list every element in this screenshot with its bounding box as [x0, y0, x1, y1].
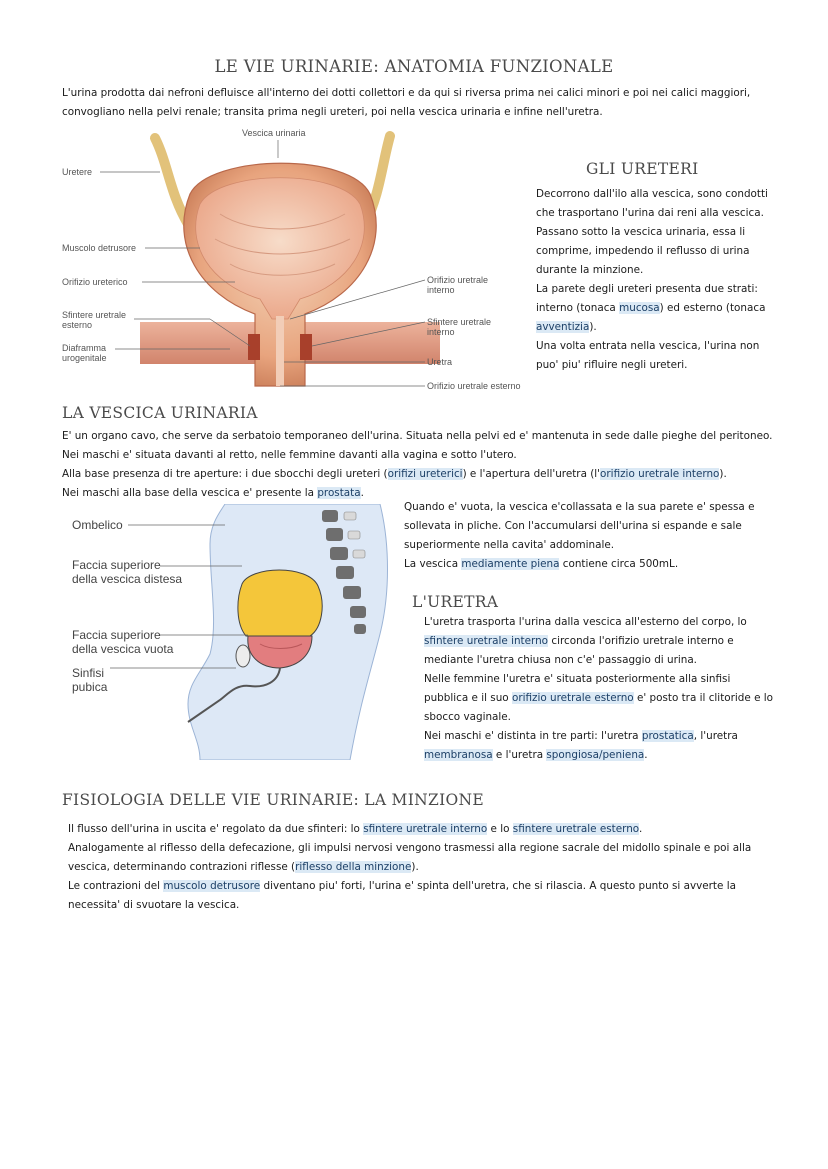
ureteri-p1: Decorrono dall'ilo alla vescica, sono condotti che trasportano l'urina dai reni alla vescica. Passano sotto la vescica urinaria, essa li comprime, impedendo il reflusso di urina durante la minzione. — [536, 188, 768, 276]
page-title: LE VIE URINARIE: ANATOMIA FUNZIONALE — [214, 57, 614, 76]
external-sphincter-left — [248, 334, 260, 360]
pubic-symphysis — [236, 645, 250, 667]
label-faccia-vuota: Faccia superiore della vescica vuota — [72, 628, 174, 656]
uretra-p1: L'uretra trasporta l'urina dalla vescica all'esterno del corpo, lo sfintere uretrale interno circonda l'orifizio uretrale interno e mediante l'uretra chiusa non c'e' passaggio di urina. — [424, 616, 747, 666]
uretra-p2: Nelle femmine l'uretra e' situata posteriormente alla sinfisi pubblica e il suo orifizio uretrale esterno e' posto tra il clitoride e lo sbocco vaginale. — [424, 673, 774, 723]
vescica-text — [62, 427, 774, 503]
fisiologia-p3: Le contrazioni del muscolo detrusore diventano piu' forti, l'urina e' spinta dell'uretra, che si rilascia. A questo punto si avverte la necessita' di svuotare la vescica. — [68, 880, 736, 911]
label-uretere: Uretere — [62, 167, 93, 177]
label-faccia-distesa: Faccia superiore della vescica distesa — [72, 558, 183, 586]
ureteri-heading: GLI URETERI — [586, 160, 699, 178]
uretra-text — [424, 613, 774, 765]
label-orifizio-uretrale-esterno: Orifizio uretrale esterno — [427, 381, 521, 391]
ureteri-p3: Una volta entrata nella vescica, l'urina non puo' piu' rifluire negli ureteri. — [536, 340, 760, 371]
intro-paragraph: L'urina prodotta dai nefroni defluisce all'interno dei dotti collettori e da qui si riversa prima nei calici minori e poi nei calici maggiori, convogliano nella pelvi renale; transita prima negli ureteri, poi nella vescica urinaria e infine nell'uretra. — [62, 87, 751, 118]
fisiologia-heading: FISIOLOGIA DELLE VIE URINARIE: LA MINZIONE — [62, 791, 484, 809]
bladder-section-figure — [60, 124, 530, 394]
left-ureter — [155, 138, 188, 224]
vescica-p4: Quando e' vuota, la vescica e'collassata e la sua parete e' spessa e sollevata in pliche. Con l'accumularsi dell'urina si espande e sale superiormente nella cavita' addominale. — [404, 501, 755, 551]
vescica-heading: LA VESCICA URINARIA — [62, 404, 258, 422]
vescica-p2: Alla base presenza di tre aperture: i due sbocchi degli ureteri (orifizi ureterici) e l'apertura dell'uretra (l'orifizio uretrale interno). — [62, 468, 727, 480]
ureteri-p2: La parete degli ureteri presenta due strati: interno (tonaca mucosa) ed esterno (tonaca avventizia). — [536, 283, 766, 333]
label-orifizio-uretrale-interno: Orifizio uretrale interno — [427, 275, 489, 295]
label-uretra: Uretra — [427, 357, 453, 367]
vescica-p5: La vescica mediamente piena contiene circa 500mL. — [404, 558, 679, 570]
vescica-p1: E' un organo cavo, che serve da serbatoio temporaneo dell'urina. Situata nella pelvi ed e' mantenuta in sede dalle pieghe del peritoneo. Nei maschi e' situata davanti al retto, nelle femmine davanti alla vagina e sotto l'utero. — [62, 430, 773, 461]
label-sfintere-esterno: Sfintere uretrale esterno — [62, 310, 127, 330]
vescica-text-right — [404, 498, 774, 574]
uretra-heading: L'URETRA — [412, 593, 499, 611]
fisiologia-p1: Il flusso dell'urina in uscita e' regolato da due sfinteri: lo sfintere uretrale interno e lo sfintere uretrale esterno. — [68, 823, 643, 835]
label-sfintere-interno: Sfintere uretrale interno — [427, 317, 492, 337]
label-sinfisi: Sinfisi pubica — [72, 666, 108, 694]
label-orifizio-ureterico: Orifizio ureterico — [62, 277, 128, 287]
bladder-section-illustration — [60, 124, 530, 394]
sagittal-figure — [60, 504, 400, 760]
uretra-p3: Nei maschi e' distinta in tre parti: l'uretra prostatica, l'uretra membranosa e l'uretra spongiosa/peniena. — [424, 730, 738, 761]
bladder-distended — [238, 570, 322, 636]
bladder-lumen — [196, 178, 365, 319]
label-muscolo-detrusore: Muscolo detrusore — [62, 243, 137, 253]
label-ombelico: Ombelico — [72, 518, 123, 532]
fisiologia-text — [68, 820, 768, 915]
urethra — [276, 316, 284, 386]
ureteri-text — [536, 185, 772, 375]
external-sphincter-right — [300, 334, 312, 360]
label-diaframma: Diaframma urogenitale — [62, 343, 107, 363]
label-vescica-urinaria: Vescica urinaria — [242, 128, 306, 138]
vescica-p3: Nei maschi alla base della vescica e' presente la prostata. — [62, 487, 364, 499]
fisiologia-p2: Analogamente al riflesso della defecazione, gli impulsi nervosi vengono trasmessi alla regione sacrale del midollo spinale e poi alla vescica, determinando contrazioni riflesse (riflesso della minzione). — [68, 842, 752, 873]
